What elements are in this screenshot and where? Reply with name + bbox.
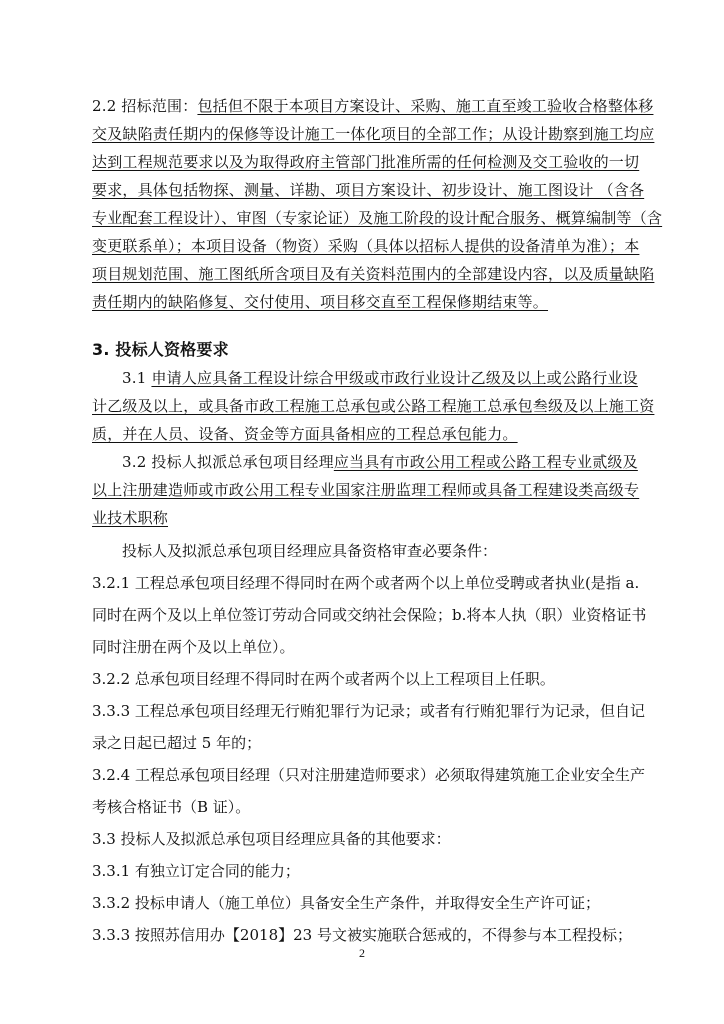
- text-line: 交及缺陷责任期内的保修等设计施工一体化项目的全部工作；从设计勘察到施工均应: [92, 125, 655, 143]
- text-line: 业技术职称: [92, 509, 169, 527]
- page-number: 2: [359, 946, 365, 960]
- text-line: 3.2.1 工程总承包项目经理不得同时在两个或者两个以上单位受聘或者执业(是指 a.: [92, 574, 640, 592]
- text-line: 3.3.2 投标申请人（施工单位）具备安全生产条件，并取得安全生产许可证；: [92, 894, 600, 912]
- text-line: 变更联系单）；本项目设备（物资）采购（具体以招标人提供的设备清单为准）；本: [92, 237, 640, 255]
- text-line: 3.1 申请人应具备工程设计综合甲级或市政行业设计乙级及以上或公路行业设: [122, 369, 638, 387]
- requirements-list: [92, 535, 647, 951]
- text-line: 3.2 投标人拟派总承包项目经理应当具有市政公用工程或公路工程专业贰级及: [122, 453, 638, 471]
- text-line: 以上注册建造师或市政公用工程专业国家注册监理工程师或具备工程建设类高级专: [92, 481, 640, 499]
- text-line: 专业配套工程设计）、审图（专家论证）及施工阶段的设计配合服务、概算编制等（含: [92, 209, 663, 227]
- text-line: 3.2.2 总承包项目经理不得同时在两个或者两个以上工程项目上任职。: [92, 670, 555, 688]
- text-line: 要求，具体包括物探、测量、详勘、项目方案设计、初步设计、施工图设计 （含各: [92, 181, 645, 199]
- text-line: 3.3 投标人及拟派总承包项目经理应具备的其他要求：: [92, 830, 451, 848]
- text-line: 3.3.3 按照苏信用办【2018】23 号文被实施联合惩戒的，不得参与本工程投标；: [92, 926, 632, 944]
- section-3: [92, 336, 655, 532]
- text-line: 2.2 招标范围：包括但不限于本项目方案设计、采购、施工直至竣工验收合格整体移: [92, 97, 654, 115]
- text-line: 同时注册在两个及以上单位）。: [92, 638, 295, 656]
- text-line: 项目规划范围、施工图纸所含项目及有关资料范围内的全部建设内容，以及质量缺陷: [92, 265, 655, 283]
- text-line: 3.2.4 工程总承包项目经理（只对注册建造师要求）必须取得建筑施工企业安全生产: [92, 766, 645, 784]
- text-line: 质，并在人员、设备、资金等方面具备相应的工程总承包能力。: [92, 425, 518, 443]
- text-line: 计乙级及以上，或具备市政工程施工总承包或公路工程施工总承包叁级及以上施工资: [92, 397, 655, 415]
- text-line: 责任期内的缺陷修复、交付使用、项目移交直至工程保修期结束等。: [92, 293, 549, 311]
- text-line: 同时在两个及以上单位签订劳动合同或交纳社会保险；b.将本人执（职）业资格证书: [92, 606, 647, 624]
- text-line: 3.3.3 工程总承包项目经理无行贿犯罪行为记录；或者有行贿犯罪行为记录，但自记: [92, 702, 645, 720]
- text-line: 达到工程规范要求以及为取得政府主管部门批准所需的任何检测及交工验收的一切: [92, 153, 640, 171]
- text-line: 考核合格证书（B 证）。: [92, 798, 251, 816]
- text-line: 3.3.1 有独立订定合同的能力；: [92, 862, 300, 880]
- text-line: 录之日起已超过 5 年的；: [92, 734, 262, 752]
- requirements-intro: 投标人及拟派总承包项目经理应具备资格审查必要条件：: [122, 542, 498, 560]
- section-2-2-scope: [92, 92, 663, 316]
- section-heading: 3. 投标人资格要求: [92, 340, 229, 359]
